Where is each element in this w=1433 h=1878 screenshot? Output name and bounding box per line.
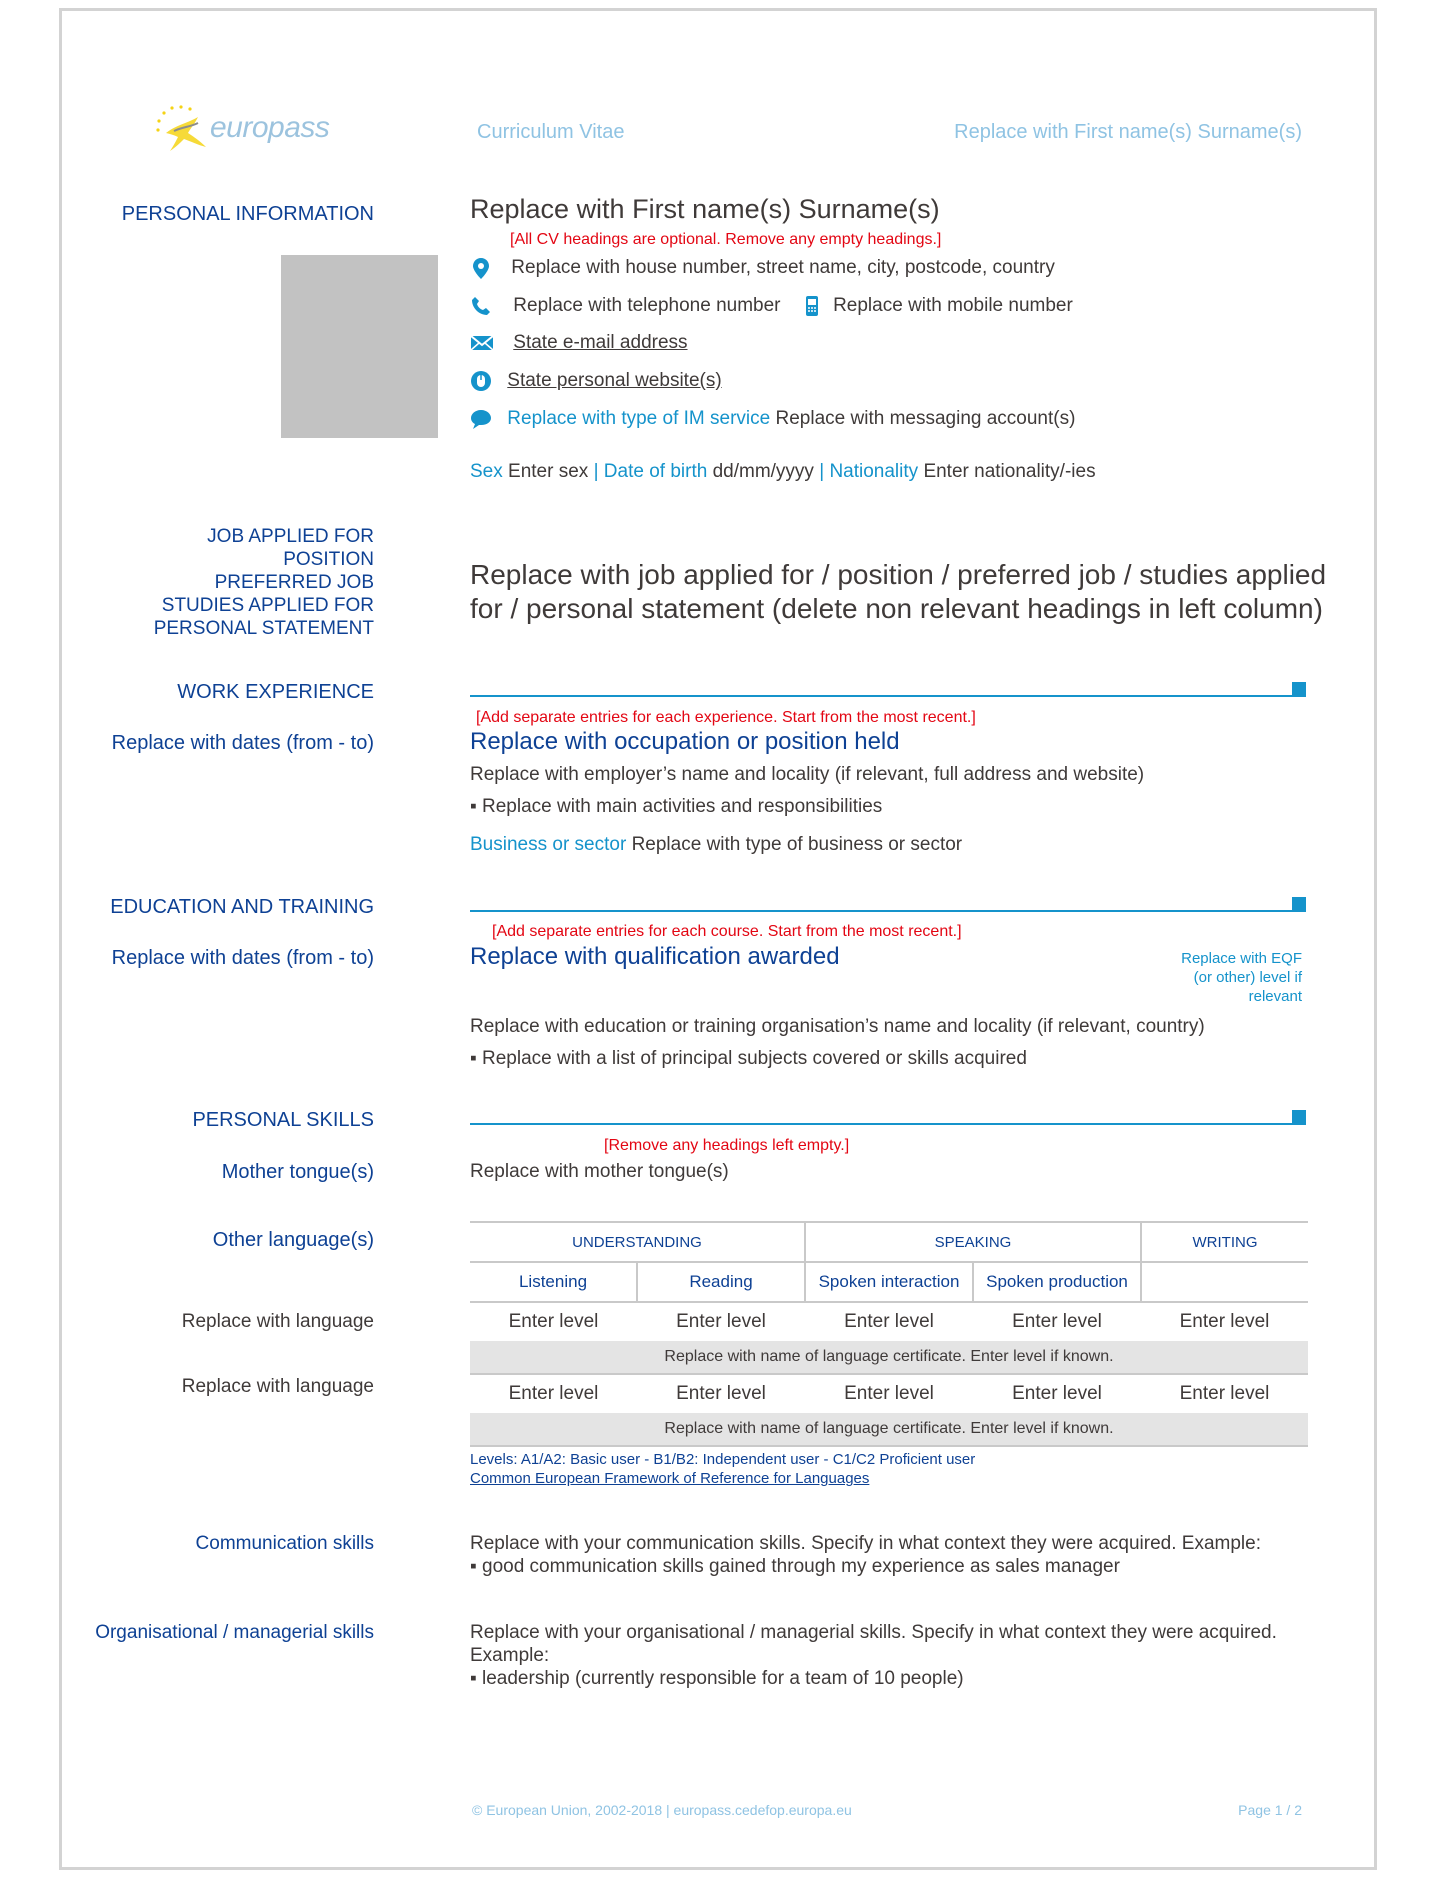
headings-note: [All CV headings are optional. Remove any empty headings.] xyxy=(510,231,942,248)
level-cell[interactable]: Enter level xyxy=(1012,1383,1102,1404)
website-row xyxy=(470,370,722,392)
education-subjects: ▪ Replace with a list of principal subjects covered or skills acquired xyxy=(470,1048,1027,1069)
language-table xyxy=(470,1221,1308,1447)
mother-tongue-label: Mother tongue(s) xyxy=(221,1161,374,1183)
communication-line-1: Replace with your communication skills. Specify in what context they were acquired. Example: xyxy=(470,1533,1261,1554)
im-row xyxy=(470,408,1075,430)
sex-label: Sex xyxy=(470,461,503,482)
communication-line-2: ▪ good communication skills gained through my experience as sales manager xyxy=(470,1556,1120,1577)
education-organisation: Replace with education or training organisation’s name and locality (if relevant, country) xyxy=(470,1016,1205,1037)
work-employer: Replace with employer’s name and locality (if relevant, full address and website) xyxy=(470,764,1145,785)
work-note: [Add separate entries for each experience. Start from the most recent.] xyxy=(476,709,976,726)
spoken-production-header: Spoken production xyxy=(973,1262,1141,1302)
email-link[interactable]: State e-mail address xyxy=(513,332,688,353)
language-2-levels xyxy=(470,1374,1308,1413)
level-cell[interactable]: Enter level xyxy=(508,1311,599,1332)
phone-row xyxy=(470,294,1073,318)
skills-note: [Remove any headings left empty.] xyxy=(604,1137,850,1154)
levels-note: Levels: A1/A2: Basic user - B1/B2: Independent user - C1/C2 Proficient user xyxy=(470,1451,976,1468)
personal-skills-label: PERSONAL SKILLS xyxy=(192,1109,374,1131)
job-statement-line1: Replace with job applied for / position / preferred job / studies applied xyxy=(470,559,1327,590)
work-activities: ▪ Replace with main activities and responsibilities xyxy=(470,796,883,817)
reading-header: Reading xyxy=(637,1262,805,1302)
im-account-value: Replace with messaging account(s) xyxy=(775,408,1076,430)
language-1-name: Replace with language xyxy=(181,1311,374,1332)
work-occupation: Replace with occupation or position held xyxy=(470,728,900,755)
sector-value: Replace with type of business or sector xyxy=(631,834,963,855)
eqf-level xyxy=(1181,949,1302,1006)
organisational-line-2: Example: xyxy=(470,1645,550,1666)
education-dates: Replace with dates (from - to) xyxy=(111,947,374,969)
education-note: [Add separate entries for each course. Start from the most recent.] xyxy=(492,923,962,940)
language-table-subheader xyxy=(470,1262,1308,1302)
language-2-name: Replace with language xyxy=(181,1376,374,1397)
email-envelope-icon xyxy=(470,334,494,352)
footer-copyright: © European Union, 2002-2018 | europass.cedefop.europa.eu xyxy=(472,1802,852,1818)
section-rule xyxy=(470,695,1306,697)
work-experience-label: WORK EXPERIENCE xyxy=(177,681,374,703)
education-qualification: Replace with qualification awarded xyxy=(470,943,840,970)
listening-header: Listening xyxy=(470,1262,637,1302)
other-languages-label: Other language(s) xyxy=(212,1229,374,1251)
separator: | xyxy=(593,461,599,482)
level-cell[interactable]: Enter level xyxy=(676,1383,766,1404)
mobile-phone-icon xyxy=(804,294,820,318)
nationality-label: Nationality xyxy=(829,461,919,482)
footer-page-number: Page 1 / 2 xyxy=(1238,1802,1302,1818)
personal-info-label: PERSONAL INFORMATION xyxy=(121,203,374,225)
level-cell[interactable]: Enter level xyxy=(844,1311,934,1332)
understanding-header: UNDERSTANDING xyxy=(470,1222,805,1262)
im-service-label: Replace with type of IM service xyxy=(507,408,771,430)
section-rule-marker xyxy=(1292,682,1306,696)
eqf-line-3: relevant xyxy=(1248,988,1302,1005)
doc-title: Curriculum Vitae xyxy=(477,121,625,143)
telephone-icon xyxy=(470,295,492,317)
organisational-skills-label: Organisational / managerial skills xyxy=(95,1622,374,1643)
telephone-text: Replace with telephone number xyxy=(513,295,781,317)
communication-skills-label: Communication skills xyxy=(195,1533,374,1554)
sector-label: Business or sector xyxy=(470,834,627,855)
eqf-line-2: (or other) level if xyxy=(1193,969,1302,986)
nationality-value: Enter nationality/-ies xyxy=(923,461,1096,482)
section-rule xyxy=(470,1123,1306,1125)
europass-logo xyxy=(154,103,354,163)
spoken-interaction-header: Spoken interaction xyxy=(805,1262,973,1302)
job-label-2: POSITION xyxy=(283,549,374,570)
dob-value: dd/mm/yyyy xyxy=(712,461,814,482)
language-2-certificate xyxy=(470,1413,1308,1446)
job-statement-line2: for / personal statement (delete non relevant headings in left column) xyxy=(470,593,1323,624)
email-row xyxy=(470,332,688,354)
language-table-header xyxy=(470,1222,1308,1262)
level-cell[interactable]: Enter level xyxy=(508,1383,599,1404)
level-cell[interactable]: Enter level xyxy=(676,1311,766,1332)
logo-text: europass xyxy=(210,111,330,144)
speaking-header: SPEAKING xyxy=(805,1222,1141,1262)
personal-details-row xyxy=(470,461,1096,483)
job-label-1: JOB APPLIED FOR xyxy=(207,526,374,547)
cv-name: Replace with First name(s) Surname(s) xyxy=(470,194,940,224)
dob-label: Date of birth xyxy=(603,461,708,482)
job-label-4: STUDIES APPLIED FOR xyxy=(161,595,374,616)
organisational-line-3: ▪ leadership (currently responsible for a team of 10 people) xyxy=(470,1668,964,1689)
separator: | xyxy=(819,461,825,482)
writing-subheader-empty xyxy=(1141,1262,1308,1302)
work-sector-row xyxy=(470,834,962,856)
language-1-levels xyxy=(470,1302,1308,1341)
location-pin-icon xyxy=(470,256,492,280)
header-name: Replace with First name(s) Surname(s) xyxy=(954,121,1302,143)
level-cell[interactable]: Enter level xyxy=(1179,1383,1270,1404)
job-label-3: PREFERRED JOB xyxy=(214,572,374,593)
cv-page xyxy=(59,8,1377,1870)
address-text: Replace with house number, street name, city, postcode, country xyxy=(511,257,1055,279)
language-1-certificate xyxy=(470,1341,1308,1374)
address-row xyxy=(470,256,1055,280)
certificate-cell[interactable]: Replace with name of language certificate. Enter level if known. xyxy=(470,1341,1308,1374)
mobile-text: Replace with mobile number xyxy=(833,295,1073,317)
writing-header: WRITING xyxy=(1141,1222,1308,1262)
level-cell[interactable]: Enter level xyxy=(1179,1311,1270,1332)
mother-tongue-value: Replace with mother tongue(s) xyxy=(470,1161,729,1182)
cefr-link[interactable]: Common European Framework of Reference for Languages xyxy=(470,1470,870,1487)
chat-bubble-icon xyxy=(470,408,492,430)
section-rule-marker xyxy=(1292,897,1306,911)
website-link[interactable]: State personal website(s) xyxy=(507,370,722,392)
level-cell[interactable]: Enter level xyxy=(1012,1311,1102,1332)
photo-placeholder xyxy=(281,255,438,438)
section-rule-marker xyxy=(1292,1110,1306,1124)
eqf-line-1: Replace with EQF xyxy=(1181,950,1302,967)
certificate-cell[interactable]: Replace with name of language certificate. Enter level if known. xyxy=(470,1413,1308,1446)
website-mouse-icon xyxy=(470,370,492,392)
job-label-5: PERSONAL STATEMENT xyxy=(153,618,374,639)
level-cell[interactable]: Enter level xyxy=(844,1383,934,1404)
education-label: EDUCATION AND TRAINING xyxy=(110,896,374,918)
organisational-line-1: Replace with your organisational / managerial skills. Specify in what context they were acquired. xyxy=(470,1622,1277,1643)
sex-value: Enter sex xyxy=(508,461,589,482)
work-dates: Replace with dates (from - to) xyxy=(111,732,374,754)
section-rule xyxy=(470,910,1306,912)
